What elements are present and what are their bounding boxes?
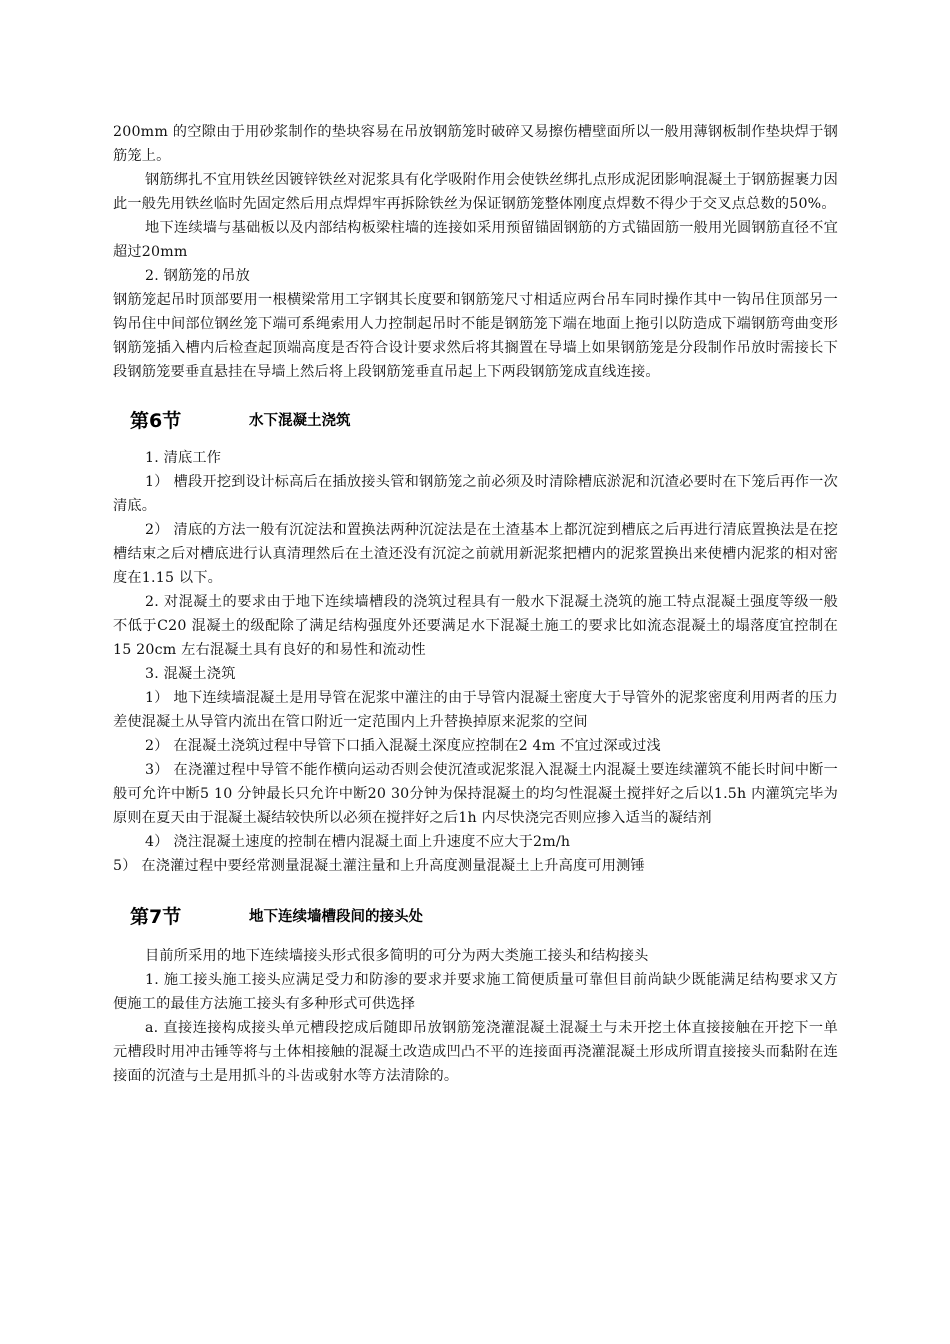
paragraph: 3. 混凝土浇筑 <box>145 666 236 682</box>
section-7-heading <box>113 900 838 930</box>
paragraph: 1） 地下连续墙混凝土是用导管在泥浆中灌注的由于导管内混凝土密度大于导管外的泥浆密度利用两者的压力差使混凝土从导管内流出在管口附近一定范围内上升替换掉原来泥浆的空间 <box>113 690 838 730</box>
paragraph: 2） 在混凝土浇筑过程中导管下口插入混凝土深度应控制在2 4m 不宜过深或过浅 <box>145 738 661 754</box>
paragraph: 200mm 的空隙由于用砂浆制作的垫块容易在吊放钢筋笼时破碎又易擦伤槽壁面所以一般用薄钢板制作垫块焊于钢筋笼上。 <box>113 124 838 164</box>
paragraph: 4） 浇注混凝土速度的控制在槽内混凝土面上升速度不应大于2m/h <box>145 834 571 850</box>
paragraph: 1） 槽段开挖到设计标高后在插放接头管和钢筋笼之前必须及时清除槽底淤泥和沉渣必要时在下笼后再作一次清底。 <box>113 474 838 514</box>
paragraph: 5） 在浇灌过程中要经常测量混凝土灌注量和上升高度测量混凝土上升高度可用测锤 <box>113 858 645 874</box>
paragraph: 2. 钢筋笼的吊放 <box>145 268 250 284</box>
paragraph: 钢筋笼起吊时顶部要用一根横梁常用工字钢其长度要和钢筋笼尺寸相适应两台吊车同时操作其中一钩吊住顶部另一钩吊住中间部位钢丝笼下端可系绳索用人力控制起吊时不能是钢筋笼下端在地面上拖引以防造成下端钢筋弯曲变形钢筋笼插入槽内后检查起顶端高度是否符合设计要求然后将其搁置在导墙上如果钢筋笼是分段制作吊放时需接长下段钢筋笼要垂直悬挂在导墙上然后将上段钢筋笼垂直吊起上下两段钢筋笼成直线连接。 <box>113 292 838 380</box>
paragraph: 3） 在浇灌过程中导管不能作横向运动否则会使沉渣或泥浆混入混凝土内混凝土要连续灌筑不能长时间中断一般可允许中断5 10 分钟最长只允许中断20 30分钟为保持混凝土的均匀性混凝土搅拌好之后以1.5h 内灌筑完毕为原则在夏天由于混凝土凝结较快所以必须在搅拌好之后1h 内尽快浇完否则应掺入适当的凝结剂 <box>113 762 838 826</box>
document-page <box>113 120 838 1088</box>
section-number: 第7节 <box>130 905 182 928</box>
section-title: 水下混凝土浇筑 <box>249 412 351 429</box>
section-number: 第6节 <box>130 409 182 432</box>
paragraph: 2） 清底的方法一般有沉淀法和置换法两种沉淀法是在土渣基本上都沉淀到槽底之后再进行清底置换法是在挖槽结束之后对槽底进行认真清理然后在土渣还没有沉淀之前就用新泥浆把槽内的泥浆置换出来使槽内泥浆的相对密度在1.15 以下。 <box>113 522 838 586</box>
paragraph: 1. 清底工作 <box>145 450 222 466</box>
paragraph: 地下连续墙与基础板以及内部结构板梁柱墙的连接如采用预留锚固钢筋的方式锚固筋一般用光圆钢筋直径不宜超过20mm <box>113 220 838 260</box>
section-title: 地下连续墙槽段间的接头处 <box>249 908 423 925</box>
paragraph: 钢筋绑扎不宜用铁丝因镀锌铁丝对泥浆具有化学吸附作用会使铁丝绑扎点形成泥团影响混凝土于钢筋握裹力因此一般先用铁丝临时先固定然后用点焊焊牢再拆除铁丝为保证钢筋笼整体刚度点焊数不得少于交叉点总数的50%。 <box>113 172 838 212</box>
paragraph: 1. 施工接头施工接头应满足受力和防渗的要求并要求施工简便质量可靠但目前尚缺少既能满足结构要求又方便施工的最佳方法施工接头有多种形式可供选择 <box>113 972 838 1012</box>
paragraph: a. 直接连接构成接头单元槽段挖成后随即吊放钢筋笼浇灌混凝土混凝土与未开挖土体直接接触在开挖下一单元槽段时用冲击锤等将与土体相接触的混凝土改造成凹凸不平的连接面再浇灌混凝土形成所谓直接接头而黏附在连接面的沉渣与土是用抓斗的斗齿或射水等方法清除的。 <box>113 1020 838 1084</box>
section-6-heading <box>113 404 838 434</box>
paragraph: 目前所采用的地下连续墙接头形式很多简明的可分为两大类施工接头和结构接头 <box>145 948 649 964</box>
paragraph: 2. 对混凝土的要求由于地下连续墙槽段的浇筑过程具有一般水下混凝土浇筑的施工特点混凝土强度等级一般不低于C20 混凝土的级配除了满足结构强度外还要满足水下混凝土施工的要求比如流态混凝土的塌落度宜控制在15 20cm 左右混凝土具有良好的和易性和流动性 <box>113 594 838 658</box>
